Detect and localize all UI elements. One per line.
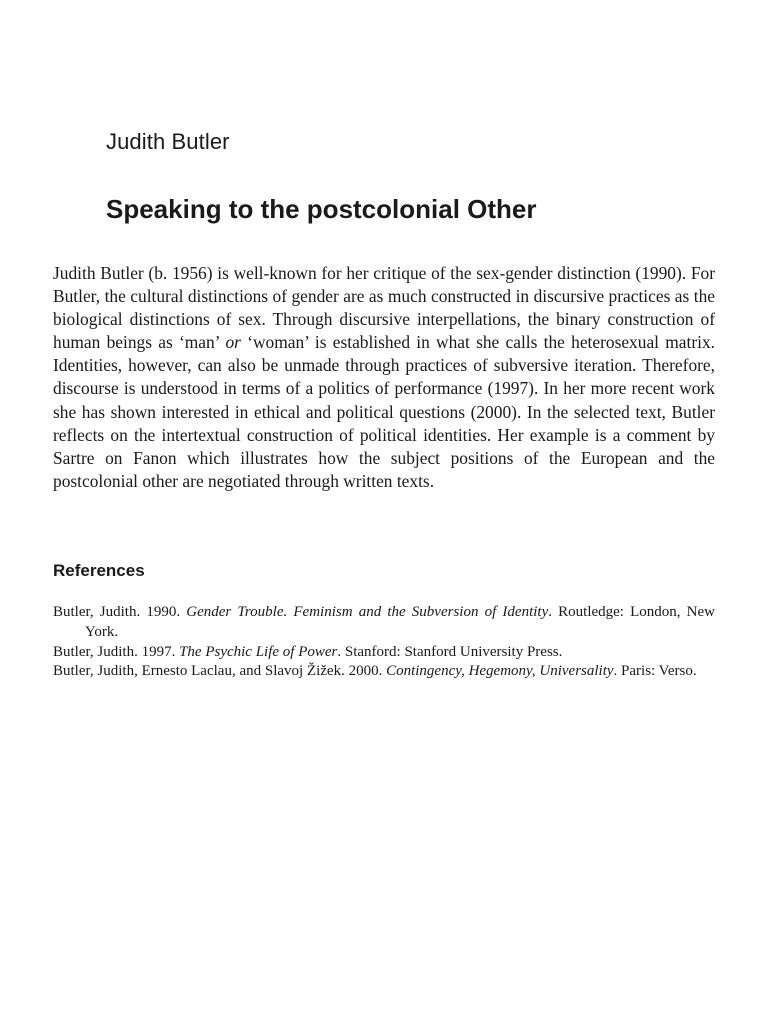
references-heading: References (53, 561, 145, 580)
reference-publisher: . Paris: Verso. (613, 663, 697, 680)
reference-item (53, 662, 715, 682)
chapter-author: Judith Butler (106, 129, 230, 154)
reference-title: The Psychic Life of Power (179, 643, 338, 660)
reference-author-year: Butler, Judith, Ernesto Laclau, and Slavoj Žižek. 2000. (53, 663, 387, 680)
references-list (53, 603, 715, 682)
reference-title: Contingency, Hegemony, Universality (386, 663, 614, 680)
intro-text-part-1: Judith Butler (b. 1956) is well-known for her critique of the sex-gender distinction (1990). For Butler, the cultural distinctions of gender are as much constructed in discursive practices as the biological distinctions of sex. Through discursive interpellations, the binary construction of human beings as ‘man’ (53, 263, 715, 353)
reference-author-year: Butler, Judith. 1990. (53, 604, 187, 620)
intro-text-part-2: ‘woman’ is established in what she calls the heterosexual matrix. Identities, however, can also be unmade through practices of subversive iteration. Therefore, discourse is understood in terms of a politics of performance (1997). In her more recent work she has shown interested in ethical and political questions (2000). In the selected text, Butler reflects on the intertextual construction of political identities. Her example is a comment by Sartre on Fanon which illustrates how the subject positions of the European and the postcolonial other are negotiated through written texts. (53, 332, 715, 491)
intro-emphasis: or (225, 332, 241, 353)
reference-author-year: Butler, Judith. 1997. (53, 643, 180, 660)
reference-item (53, 603, 715, 643)
intro-paragraph (53, 262, 715, 493)
reference-title: Gender Trouble. Feminism and the Subversion of Identity (186, 604, 549, 620)
reference-item (53, 643, 715, 663)
reference-publisher: . Routledge: London, New York. (85, 604, 715, 640)
chapter-title: Speaking to the postcolonial Other (106, 194, 537, 224)
reference-publisher: . Stanford: Stanford University Press. (337, 643, 563, 660)
